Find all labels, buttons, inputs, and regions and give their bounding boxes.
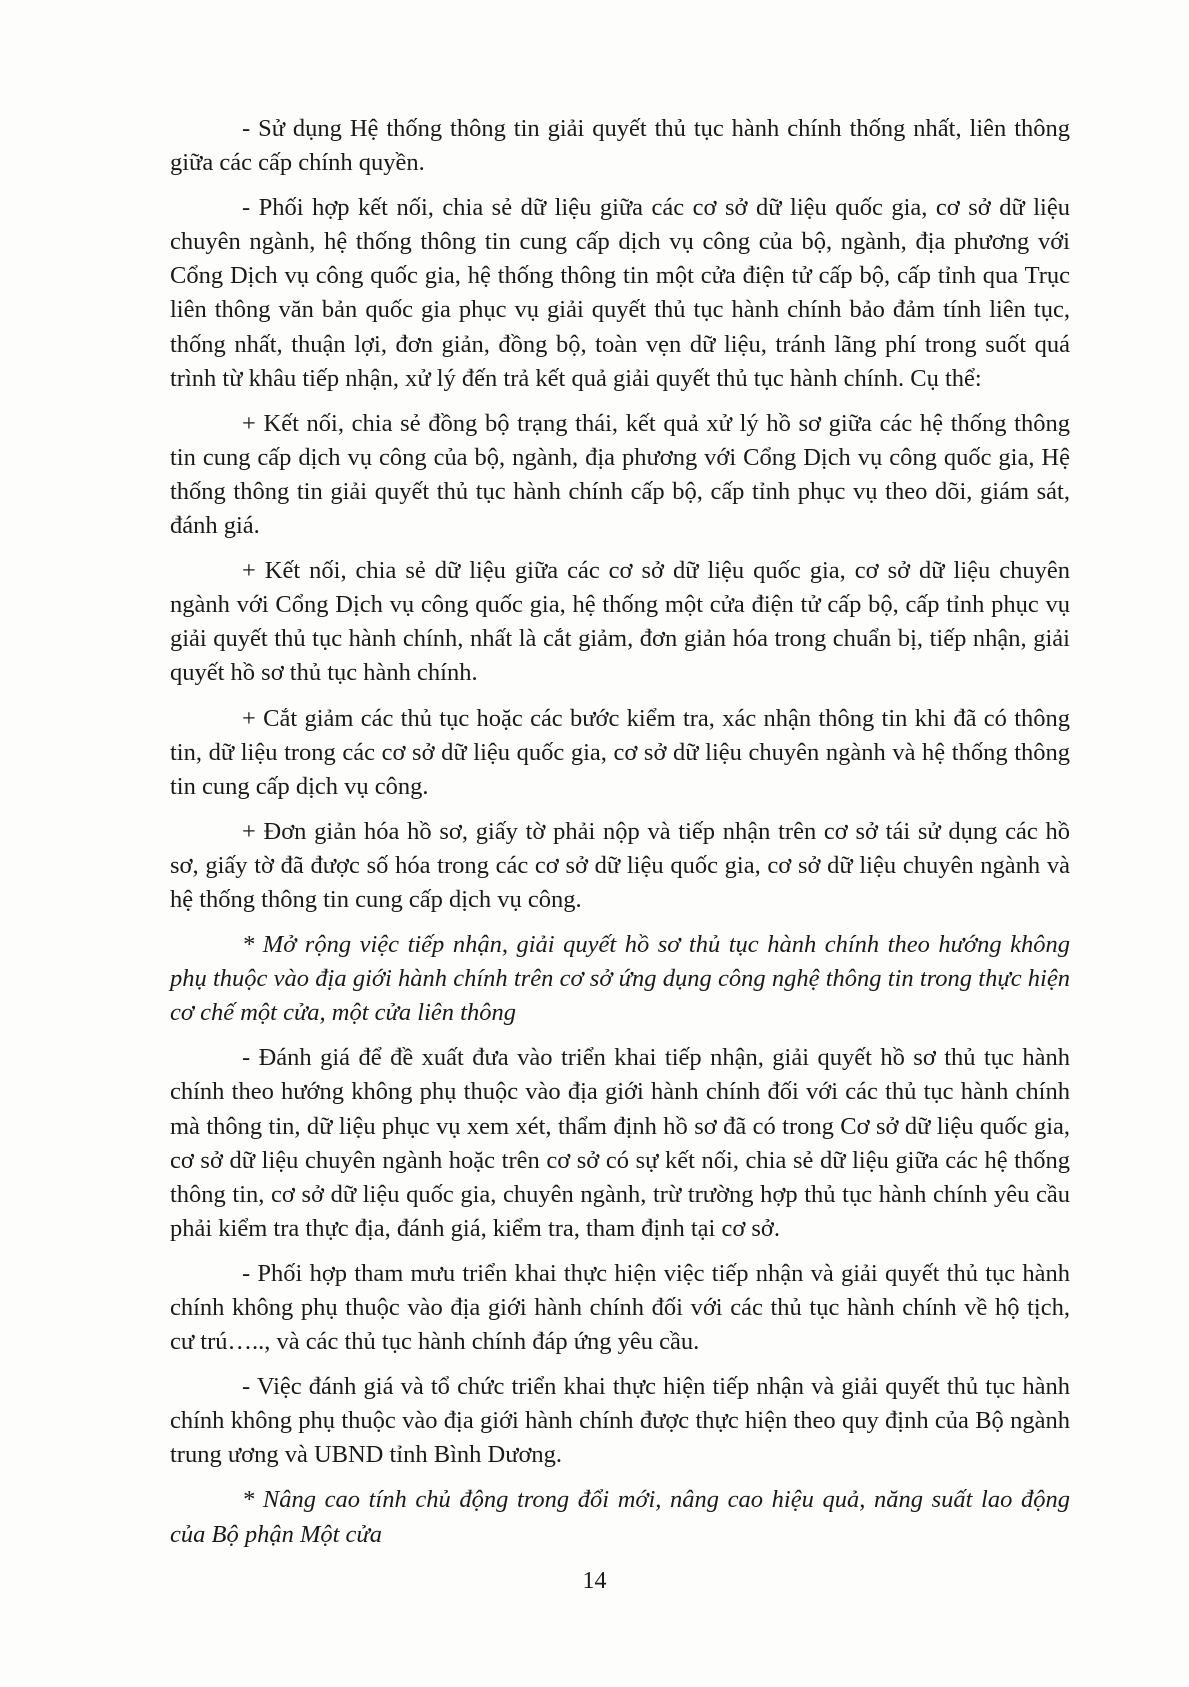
paragraph: + Cắt giảm các thủ tục hoặc các bước kiểm tra, xác nhận thông tin khi đã có thông tin, dữ liệu trong các cơ sở dữ liệu quốc gia, cơ sở dữ liệu chuyên ngành và hệ thống thông tin cung cấp dịch vụ công. [170, 704, 1070, 800]
paragraph: + Đơn giản hóa hồ sơ, giấy tờ phải nộp và tiếp nhận trên cơ sở tái sử dụng các hồ sơ, giấy tờ đã được số hóa trong các cơ sở dữ liệu quốc gia, cơ sở dữ liệu chuyên ngành và hệ thống thông tin cung cấp dịch vụ công. [170, 817, 1070, 913]
paragraph: - Phối hợp tham mưu triển khai thực hiện việc tiếp nhận và giải quyết thủ tục hành chính không phụ thuộc vào địa giới hành chính đối với các thủ tục hành chính về hộ tịch, cư trú….., và các thủ tục hành chính đáp ứng yêu cầu. [170, 1259, 1070, 1356]
section-heading: * Nâng cao tính chủ động trong đổi mới, nâng cao hiệu quả, năng suất lao động của Bộ phận Một cửa [170, 1486, 1070, 1548]
paragraph: + Kết nối, chia sẻ dữ liệu giữa các cơ sở dữ liệu quốc gia, cơ sở dữ liệu chuyên ngành với Cổng Dịch vụ công quốc gia, hệ thống một cửa điện tử cấp bộ, cấp tỉnh phục vụ giải quyết thủ tục hành chính, nhất là cắt giảm, đơn giản hóa trong chuẩn bị, tiếp nhận, giải quyết hồ sơ thủ tục hành chính. [170, 557, 1070, 687]
document-body [170, 112, 1070, 1563]
section-heading: * Mở rộng việc tiếp nhận, giải quyết hồ sơ thủ tục hành chính theo hướng không phụ thuộc vào địa giới hành chính trên cơ sở ứng dụng công nghệ thông tin trong thực hiện cơ chế một cửa, một cửa liên thông [170, 931, 1070, 1027]
paragraph: - Sử dụng Hệ thống thông tin giải quyết thủ tục hành chính thống nhất, liên thông giữa các cấp chính quyền. [170, 115, 1070, 177]
paragraph: - Đánh giá để đề xuất đưa vào triển khai tiếp nhận, giải quyết hồ sơ thủ tục hành chính theo hướng không phụ thuộc vào địa giới hành chính đối với các thủ tục hành chính mà thông tin, dữ liệu phục vụ xem xét, thẩm định hồ sơ đã có trong Cơ sở dữ liệu quốc gia, cơ sở dữ liệu chuyên ngành hoặc trên cơ sở có sự kết nối, chia sẻ dữ liệu giữa các hệ thống thông tin, cơ sở dữ liệu quốc gia, chuyên ngành, trừ trường hợp thủ tục hành chính yêu cầu phải kiểm tra thực địa, đánh giá, kiểm tra, tham định tại cơ sở. [170, 1044, 1070, 1242]
paragraph: - Phối hợp kết nối, chia sẻ dữ liệu giữa các cơ sở dữ liệu quốc gia, cơ sở dữ liệu chuyên ngành, hệ thống thông tin cung cấp dịch vụ công của bộ, ngành, địa phương với Cổng Dịch vụ công quốc gia, hệ thống thông tin một cửa điện tử cấp bộ, cấp tỉnh qua Trục liên thông văn bản quốc gia phục vụ giải quyết thủ tục hành chính bảo đảm tính liên tục, thống nhất, thuận lợi, đơn giản, đồng bộ, toàn vẹn dữ liệu, tránh lãng phí trong suốt quá trình từ khâu tiếp nhận, xử lý đến trả kết quả giải quyết thủ tục hành chính. Cụ thể: [170, 194, 1070, 392]
page-number: 14 [582, 1568, 607, 1594]
paragraph: - Việc đánh giá và tổ chức triển khai thực hiện tiếp nhận và giải quyết thủ tục hành chính không phụ thuộc vào địa giới hành chính được thực hiện theo quy định của Bộ ngành trung ương và UBND tỉnh Bình Dương. [170, 1373, 1070, 1469]
paragraph: + Kết nối, chia sẻ đồng bộ trạng thái, kết quả xử lý hồ sơ giữa các hệ thống thông tin cung cấp dịch vụ công của bộ, ngành, địa phương với Cổng Dịch vụ công quốc gia, Hệ thống thông tin giải quyết thủ tục hành chính cấp bộ, cấp tỉnh phục vụ theo dõi, giám sát, đánh giá. [170, 409, 1070, 540]
